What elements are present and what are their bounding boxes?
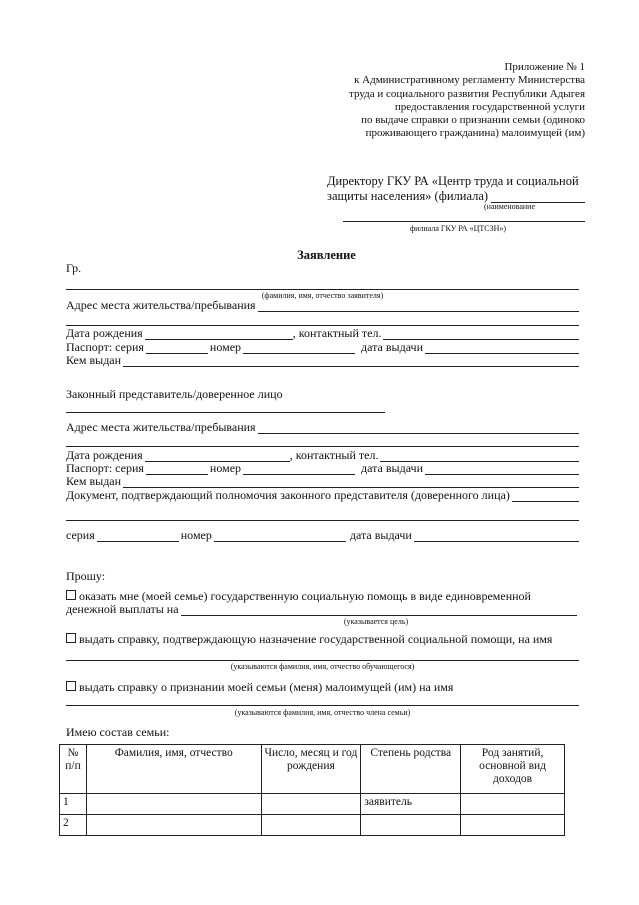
address-field[interactable] (258, 300, 579, 312)
doc-date-label: дата выдачи (349, 528, 412, 542)
doc-series-label: серия (66, 528, 95, 542)
appendix-note (285, 61, 585, 141)
rep-passport-series-label: Паспорт: серия (66, 461, 144, 475)
rep-phone-label: , контактный тел. (289, 448, 379, 462)
cell-relationship: заявитель (361, 794, 461, 815)
appendix-line: Приложение № 1 (504, 61, 585, 73)
purpose-field[interactable] (181, 604, 577, 616)
birth-date-field[interactable] (145, 328, 293, 340)
cell-name[interactable] (86, 794, 261, 815)
cell-name[interactable] (86, 815, 261, 836)
rep-address-field-2[interactable] (66, 446, 579, 447)
phone-label: , контактный тел. (292, 326, 382, 340)
addressee-line2: защиты населения» (филиала) (327, 188, 489, 203)
option-low-income-certificate: выдать справку о признании моей семьи (меня) малоимущей (им) на имя (79, 680, 454, 694)
passport-series-field[interactable] (146, 342, 208, 354)
passport-number-field[interactable] (243, 342, 355, 354)
rep-address-label: Адрес места жительства/пребывания (66, 420, 256, 434)
rep-birth-date-label: Дата рождения (66, 448, 143, 462)
branch-caption-2: филиала ГКУ РА «ЦТСЗН») (410, 224, 507, 233)
purpose-caption: (указывается цель) (343, 617, 409, 626)
form-title: Заявление (297, 248, 356, 262)
col-header-birth-date: Число, месяц и год рождения (261, 745, 361, 794)
family-member-name-caption: (указываются фамилия, имя, отчество члена семьи) (234, 708, 411, 717)
passport-number-label: номер (209, 340, 242, 354)
appendix-line: по выдаче справки о признании семьи (одиноко (361, 114, 585, 127)
cell-number: 2 (60, 815, 87, 836)
checkbox-assistance-certificate[interactable] (66, 633, 76, 643)
cell-relationship[interactable] (361, 815, 461, 836)
passport-series-label: Паспорт: серия (66, 340, 144, 354)
addressee-line1: Директору ГКУ РА «Центр труда и социальной (327, 174, 579, 188)
cell-occupation[interactable] (461, 815, 565, 836)
col-header-number: № п/п (60, 745, 87, 794)
appendix-line: к Административному регламенту Министерства (354, 74, 585, 87)
doc-date-field[interactable] (414, 530, 579, 542)
student-name-caption: (указываются фамилия, имя, отчество обучающегося) (230, 662, 415, 671)
family-table (59, 744, 565, 836)
cell-birth-date[interactable] (261, 794, 361, 815)
representative-heading: Законный представитель/доверенное лицо (66, 387, 283, 401)
issue-date-field[interactable] (425, 342, 579, 354)
table-row (60, 794, 565, 815)
checkbox-cash-payment[interactable] (66, 590, 76, 600)
family-member-name-field[interactable] (66, 705, 579, 706)
rep-issue-date-field[interactable] (425, 463, 579, 475)
student-name-field[interactable] (66, 660, 579, 661)
branch-name-field-2[interactable] (343, 221, 585, 222)
citizen-label: Гр. (66, 261, 82, 275)
appendix-line: предоставления государственной услуги (394, 100, 585, 113)
doc-number-field[interactable] (214, 530, 346, 542)
cell-number: 1 (60, 794, 87, 815)
col-header-name: Фамилия, имя, отчество (86, 745, 261, 794)
authority-document-field-2[interactable] (66, 520, 579, 521)
col-header-occupation: Род занятий, основной вид доходов (461, 745, 565, 794)
issued-by-field[interactable] (123, 355, 579, 367)
doc-number-label: номер (180, 528, 212, 542)
option-cash-payment-line1: оказать мне (моей семье) государственную социальную помощь в виде единовременной (79, 589, 531, 603)
table-header-row (60, 745, 565, 794)
address-label: Адрес места жительства/пребывания (66, 298, 256, 312)
issue-date-label: дата выдачи (361, 340, 424, 354)
rep-issued-by-label: Кем выдан (66, 474, 122, 488)
family-heading: Имею состав семьи: (66, 725, 170, 739)
cell-birth-date[interactable] (261, 815, 361, 836)
rep-address-field[interactable] (258, 422, 579, 434)
representative-name-field[interactable] (66, 412, 385, 413)
rep-passport-number-field[interactable] (243, 463, 355, 475)
authority-document-label: Документ, подтверждающий полномочия законного представителя (доверенного лица) (66, 488, 510, 502)
rep-passport-number-label: номер (209, 461, 242, 475)
addressee-block (327, 174, 585, 203)
applicant-name-field[interactable] (66, 289, 579, 290)
birth-date-label: Дата рождения (66, 326, 143, 340)
rep-issue-date-label: дата выдачи (361, 461, 424, 475)
authority-document-field[interactable] (512, 490, 579, 502)
table-row (60, 815, 565, 836)
branch-caption-1: (наименование (484, 202, 536, 211)
rep-issued-by-field[interactable] (123, 476, 579, 488)
doc-series-field[interactable] (97, 530, 179, 542)
checkbox-low-income-certificate[interactable] (66, 681, 76, 691)
issued-by-label: Кем выдан (66, 353, 122, 367)
option-cash-payment-line2: денежной выплаты на (66, 602, 179, 616)
request-heading: Прошу: (66, 569, 106, 583)
phone-field[interactable] (383, 328, 579, 340)
applicant-name-caption: (фамилия, имя, отчество заявителя) (261, 291, 384, 300)
appendix-line: проживающего гражданина) малоимущей (им) (365, 127, 585, 140)
appendix-line: труда и социального развития Республики Адыгея (349, 87, 585, 100)
col-header-relationship: Степень родства (361, 745, 461, 794)
option-assistance-certificate: выдать справку, подтверждающую назначение государственной социальной помощи, на имя (79, 632, 553, 646)
cell-occupation[interactable] (461, 794, 565, 815)
rep-passport-series-field[interactable] (146, 463, 208, 475)
